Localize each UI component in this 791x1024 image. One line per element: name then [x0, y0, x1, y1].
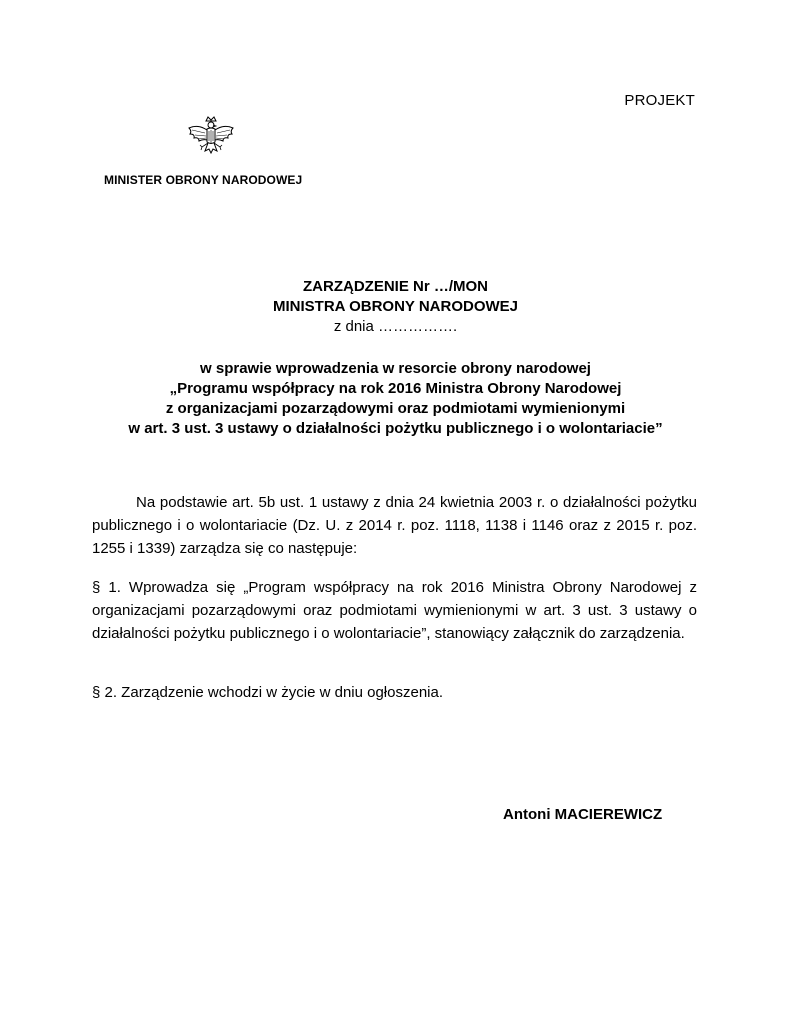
section-2-paragraph: § 2. Zarządzenie wchodzi w życie w dniu ogłoszenia.	[92, 684, 444, 701]
signatory-name: Antoni MACIEREWICZ	[503, 806, 663, 823]
ordinance-subject	[0, 359, 791, 439]
ordinance-title	[0, 277, 791, 337]
preamble-paragraph: Na podstawie art. 5b ust. 1 ustawy z dnia 24 kwietnia 2003 r. o działalności pożytku publicznego i o wolontariacie (Dz. U. z 2014 r. poz. 1118, 1138 i 1146 oraz z 2015 r. poz. 1255 i 1339) zarządza się co następuje:	[92, 494, 697, 557]
ordinance-date: z dnia …………….	[333, 318, 458, 335]
issuer-heading: MINISTER OBRONY NARODOWEJ	[104, 173, 303, 187]
ordinance-number: ZARZĄDZENIE Nr …/MON	[303, 278, 488, 295]
draft-label: PROJEKT	[624, 92, 695, 109]
polish-eagle-emblem-icon	[186, 115, 236, 159]
ordinance-authority: MINISTRA OBRONY NARODOWEJ	[272, 298, 518, 315]
section-1-paragraph: § 1. Wprowadza się „Program współpracy na rok 2016 Ministra Obrony Narodowej z organizacjami pozarządowymi oraz podmiotami wymienionymi w art. 3 ust. 3 ustawy o działalności pożytku publicznego i o wolontariacie”, stanowiący załącznik do zarządzenia.	[92, 579, 697, 642]
subject-line: z organizacjami pozarządowymi oraz podmiotami wymienionymi	[165, 400, 626, 417]
subject-line: w sprawie wprowadzenia w resorcie obrony narodowej	[200, 360, 591, 377]
subject-line: w art. 3 ust. 3 ustawy o działalności pożytku publicznego i o wolontariacie”	[128, 420, 663, 437]
subject-line: „Programu współpracy na rok 2016 Ministra Obrony Narodowej	[169, 380, 622, 397]
